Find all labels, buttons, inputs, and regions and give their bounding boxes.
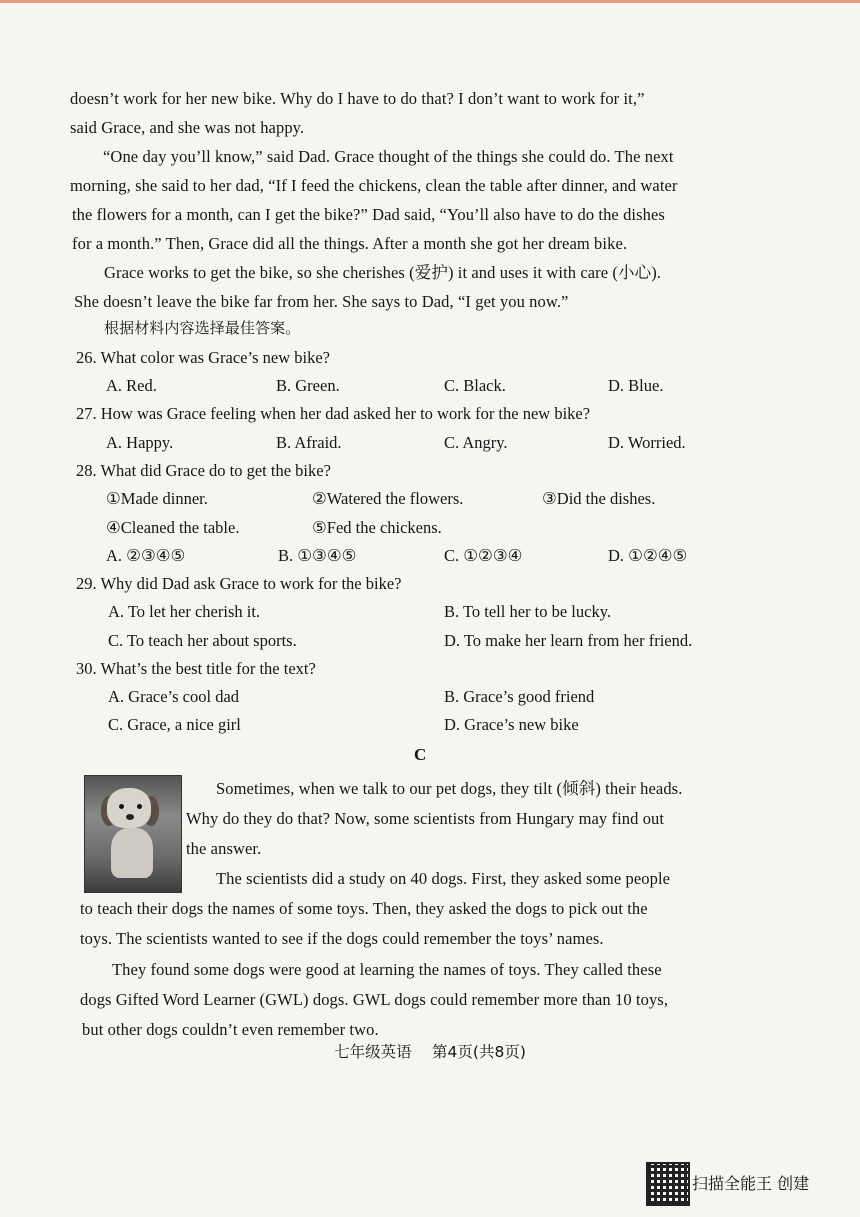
passage-line: toys. The scientists wanted to see if the dogs could remember the toys’ names. — [80, 929, 604, 948]
dog-eye-shape — [119, 804, 124, 809]
option-c[interactable]: C. Black. — [444, 376, 506, 395]
option-d[interactable]: D. Worried. — [608, 433, 686, 452]
passage-line: the answer. — [186, 839, 262, 858]
option-c[interactable]: C. Angry. — [444, 433, 508, 452]
option-b[interactable]: B. Afraid. — [276, 433, 342, 452]
question-stem: 30. What’s the best title for the text? — [76, 659, 316, 678]
choice-item: ③Did the dishes. — [542, 489, 656, 508]
passage-line: “One day you’ll know,” said Dad. Grace thought of the things she could do. The next — [103, 147, 674, 166]
option-d[interactable]: D. To make her learn from her friend. — [444, 631, 693, 650]
passage-line: to teach their dogs the names of some toys. Then, they asked the dogs to pick out the — [80, 899, 648, 918]
passage-line: Why do they do that? Now, some scientists from Hungary may find out — [186, 809, 665, 828]
dog-head-shape — [107, 788, 151, 828]
section-label: C — [414, 745, 427, 764]
choice-item: ①Made dinner. — [106, 489, 208, 508]
passage-line: Sometimes, when we talk to our pet dogs, they tilt (倾斜) their heads. — [216, 779, 683, 798]
choice-item: ⑤Fed the chickens. — [312, 518, 442, 537]
choice-item: ④Cleaned the table. — [106, 518, 240, 537]
choice-item: ②Watered the flowers. — [312, 489, 464, 508]
option-a[interactable]: A. To let her cherish it. — [108, 602, 261, 621]
question-stem: 26. What color was Grace’s new bike? — [76, 348, 330, 367]
option-a[interactable]: A. ②③④⑤ — [106, 546, 186, 565]
passage-line: for a month.” Then, Grace did all the things. After a month she got her dream bike. — [72, 234, 628, 253]
qr-code-icon — [646, 1162, 690, 1206]
option-c[interactable]: C. To teach her about sports. — [108, 631, 297, 650]
option-b[interactable]: B. ①③④⑤ — [278, 546, 357, 565]
option-a[interactable]: A. Red. — [106, 376, 157, 395]
option-b[interactable]: B. Grace’s good friend — [444, 687, 595, 706]
option-a[interactable]: A. Happy. — [106, 433, 174, 452]
scanner-watermark: 扫描全能王 创建 — [692, 1174, 810, 1193]
instruction: 根据材料内容选择最佳答案。 — [104, 319, 301, 337]
page-footer: 七年级英语 第4页(共8页) — [334, 1043, 526, 1061]
option-c[interactable]: C. ①②③④ — [444, 546, 523, 565]
passage-line: the flowers for a month, can I get the bike?” Dad said, “You’ll also have to do the dishes — [72, 205, 665, 224]
passage-line: The scientists did a study on 40 dogs. First, they asked some people — [216, 869, 671, 888]
passage-line: said Grace, and she was not happy. — [70, 118, 305, 137]
passage-line: but other dogs couldn’t even remember two. — [82, 1020, 379, 1039]
passage-line: She doesn’t leave the bike far from her. She says to Dad, “I get you now.” — [74, 292, 569, 311]
passage-line: Grace works to get the bike, so she cherishes (爱护) it and uses it with care (小心). — [104, 263, 662, 282]
option-b[interactable]: B. Green. — [276, 376, 340, 395]
option-b[interactable]: B. To tell her to be lucky. — [444, 602, 612, 621]
dog-nose-shape — [126, 814, 134, 820]
dog-body-shape — [111, 828, 153, 878]
passage-line: dogs Gifted Word Learner (GWL) dogs. GWL dogs could remember more than 10 toys, — [80, 990, 669, 1009]
dog-eye-shape — [137, 804, 142, 809]
passage-line: They found some dogs were good at learning the names of toys. They called these — [112, 960, 662, 979]
question-stem: 27. How was Grace feeling when her dad asked her to work for the new bike? — [76, 404, 591, 423]
option-a[interactable]: A. Grace’s cool dad — [108, 687, 240, 706]
question-stem: 28. What did Grace do to get the bike? — [76, 461, 331, 480]
passage-line: morning, she said to her dad, “If I feed the chickens, clean the table after dinner, and water — [70, 176, 678, 195]
passage-line: doesn’t work for her new bike. Why do I have to do that? I don’t want to work for it,” — [70, 89, 645, 108]
question-stem: 29. Why did Dad ask Grace to work for the bike? — [76, 574, 402, 593]
option-c[interactable]: C. Grace, a nice girl — [108, 715, 241, 734]
option-d[interactable]: D. Blue. — [608, 376, 664, 395]
option-d[interactable]: D. Grace’s new bike — [444, 715, 579, 734]
dog-photo — [84, 775, 182, 893]
option-d[interactable]: D. ①②④⑤ — [608, 546, 688, 565]
